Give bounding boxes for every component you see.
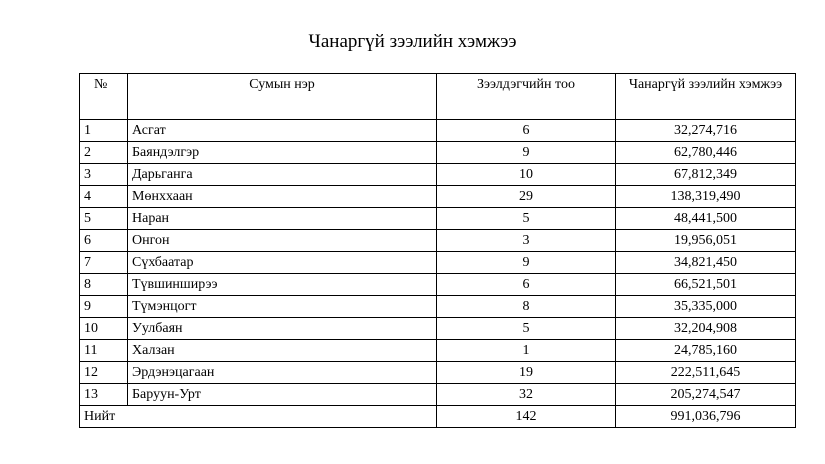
- table-header-row: [80, 74, 796, 120]
- bad-loan-amount: 138,319,490: [616, 186, 796, 208]
- borrower-count: 8: [437, 296, 616, 318]
- soum-name: Түмэнцогт: [128, 296, 437, 318]
- borrower-count: 19: [437, 362, 616, 384]
- table-row: [80, 142, 796, 164]
- soum-name: Баяндэлгэр: [128, 142, 437, 164]
- borrower-count: 9: [437, 252, 616, 274]
- bad-loan-amount: 34,821,450: [616, 252, 796, 274]
- table-row: [80, 362, 796, 384]
- table-row: [80, 384, 796, 406]
- row-number: 8: [80, 274, 128, 296]
- table-row: [80, 120, 796, 142]
- loan-table: [79, 73, 796, 428]
- bad-loan-amount: 66,521,501: [616, 274, 796, 296]
- soum-name: Асгат: [128, 120, 437, 142]
- soum-name: Сүхбаатар: [128, 252, 437, 274]
- bad-loan-amount: 24,785,160: [616, 340, 796, 362]
- row-number: 6: [80, 230, 128, 252]
- table-row: [80, 318, 796, 340]
- bad-loan-amount: 32,204,908: [616, 318, 796, 340]
- document-title: Чанаргүй зээлийн хэмжээ: [308, 31, 517, 52]
- bad-loan-amount: 35,335,000: [616, 296, 796, 318]
- soum-name: Мөнххаан: [128, 186, 437, 208]
- row-number: 9: [80, 296, 128, 318]
- table-row: [80, 296, 796, 318]
- soum-name: Түвшинширээ: [128, 274, 437, 296]
- row-number: 4: [80, 186, 128, 208]
- total-borrower-count: 142: [437, 406, 616, 428]
- total-bad-loan-amount: 991,036,796: [616, 406, 796, 428]
- borrower-count: 29: [437, 186, 616, 208]
- row-number: 5: [80, 208, 128, 230]
- bad-loan-amount: 32,274,716: [616, 120, 796, 142]
- soum-name: Наран: [128, 208, 437, 230]
- soum-name: Уулбаян: [128, 318, 437, 340]
- table-row: [80, 274, 796, 296]
- table-row: [80, 164, 796, 186]
- soum-name: Онгон: [128, 230, 437, 252]
- borrower-count: 6: [437, 274, 616, 296]
- bad-loan-amount: 62,780,446: [616, 142, 796, 164]
- borrower-count: 1: [437, 340, 616, 362]
- borrower-count: 5: [437, 208, 616, 230]
- borrower-count: 6: [437, 120, 616, 142]
- borrower-count: 5: [437, 318, 616, 340]
- bad-loan-amount: 19,956,051: [616, 230, 796, 252]
- soum-name: Баруун-Урт: [128, 384, 437, 406]
- soum-name: Халзан: [128, 340, 437, 362]
- header-soum-name: Сумын нэр: [128, 74, 437, 120]
- header-number: №: [80, 74, 128, 120]
- row-number: 1: [80, 120, 128, 142]
- borrower-count: 3: [437, 230, 616, 252]
- header-bad-loan-amount: Чанаргүй зээлийн хэмжээ: [616, 74, 796, 120]
- row-number: 13: [80, 384, 128, 406]
- table-row: [80, 208, 796, 230]
- bad-loan-amount: 67,812,349: [616, 164, 796, 186]
- bad-loan-amount: 205,274,547: [616, 384, 796, 406]
- borrower-count: 32: [437, 384, 616, 406]
- borrower-count: 9: [437, 142, 616, 164]
- soum-name: Эрдэнэцагаан: [128, 362, 437, 384]
- bad-loan-amount: 222,511,645: [616, 362, 796, 384]
- row-number: 2: [80, 142, 128, 164]
- borrower-count: 10: [437, 164, 616, 186]
- row-number: 3: [80, 164, 128, 186]
- row-number: 10: [80, 318, 128, 340]
- table-total-row: [80, 406, 796, 428]
- header-borrower-count: Зээлдэгчийн тоо: [437, 74, 616, 120]
- table-row: [80, 252, 796, 274]
- row-number: 11: [80, 340, 128, 362]
- row-number: 12: [80, 362, 128, 384]
- row-number: 7: [80, 252, 128, 274]
- table-row: [80, 230, 796, 252]
- table-row: [80, 186, 796, 208]
- table-row: [80, 340, 796, 362]
- soum-name: Дарьганга: [128, 164, 437, 186]
- total-label: Нийт: [80, 406, 437, 428]
- bad-loan-amount: 48,441,500: [616, 208, 796, 230]
